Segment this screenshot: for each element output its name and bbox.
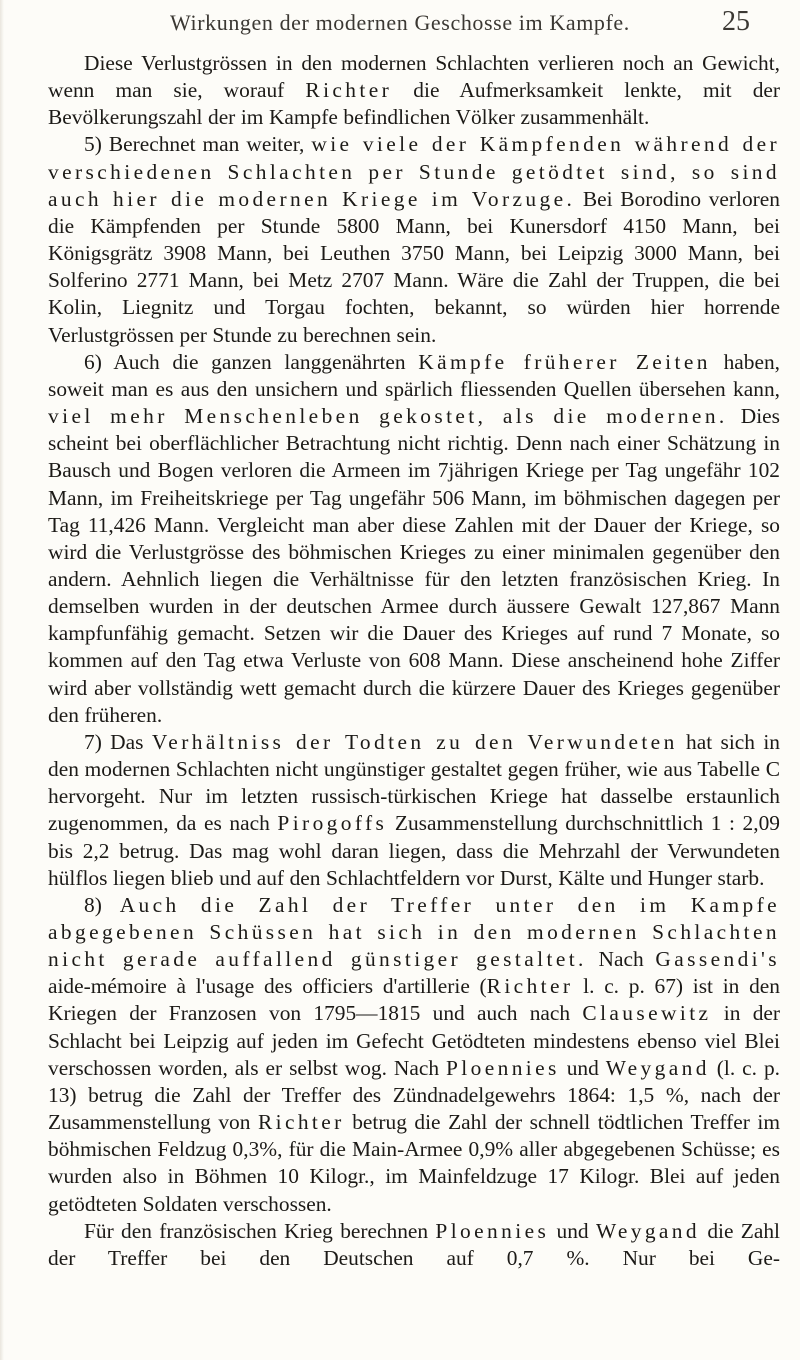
spaced-emphasis-text: Gassendi's — [655, 947, 780, 972]
body-text — [48, 50, 780, 1272]
spaced-emphasis-text: Verhältniss der Todten zu den Verwundeten — [151, 729, 678, 754]
spaced-emphasis-text: wie viele der Kämpfenden während der verschiedenen Schlachten per Stunde getödtet sind, so sind auch hier die modernen Kriege im Vorzuge. — [48, 132, 780, 211]
text-run: betrug die Zahl der schnell tödtlichen Treffer im böhmischen Feldzug 0,3%, für die Main-Armee 0,9% aller abgegebenen Schüsse; es wurden also in Böhmen 10 Kilogr., im Mainfeldzuge 17 Kilogr. Blei auf jeden getödteten Soldaten verschossen. — [48, 1110, 780, 1216]
spaced-emphasis-text: Clausewitz — [582, 1001, 712, 1026]
text-run: die Zahl der Treffer bei den Deutschen auf 0,7 %. Nur bei Ge- — [48, 1218, 780, 1270]
text-run: 7) Das — [84, 729, 152, 754]
text-run: (l. c. p. 13) betrug die Zahl der Treffer des Zündnadelgewehrs 1864: 1,5 %, nach der Zusammenstellung von — [48, 1055, 780, 1135]
paragraph-verlustgroessen — [48, 50, 780, 131]
page-edge-shadow — [0, 0, 4, 1360]
spaced-emphasis-text: Weygand — [605, 1055, 710, 1080]
spaced-emphasis-text: Richter — [305, 78, 393, 103]
page-header — [60, 6, 760, 46]
text-run: hat sich in den modernen Schlachten nicht ungünstiger gestaltet gegen früher, wie aus Tabelle C hervorgeht. Nur im letzten russisch-türkischen Kriege hat dasselbe erstaunlich zugenommen, da es nach — [48, 729, 780, 836]
spaced-emphasis-text: Richter — [257, 1110, 345, 1135]
running-head: Wirkungen der modernen Geschosse im Kampfe. — [170, 10, 630, 35]
text-run: Bei Borodino verloren die Kämpfenden per Stunde 5800 Mann, bei Kunersdorf 4150 Mann, bei Königsgrätz 3908 Mann, bei Leuthen 3750 Mann, bei Leipzig 3000 Mann, bei Solferino 2771 Mann, bei Metz 2707 Mann. Wäre die Zahl der Truppen, die bei Kolin, Liegnitz und Torgau fochten, bekannt, so würden hier horrende Verlustgrössen per Stunde zu berechnen sein. — [48, 186, 780, 347]
spaced-emphasis-text: Pirogoffs — [277, 811, 388, 836]
spaced-emphasis-text: Ploennies — [435, 1218, 550, 1243]
text-run: Für den französischen Krieg berechnen — [84, 1218, 436, 1243]
text-run: und — [559, 1055, 606, 1080]
spaced-emphasis-text: Weygand — [595, 1218, 700, 1243]
paragraph-7-todte-verwundete — [48, 729, 780, 892]
text-run: Dies scheint bei oberflächlicher Betrachtung nicht richtig. Denn nach einer Schätzung in Bausch und Bogen verloren die Armeen im 7jährigen Kriege per Tag ungefähr 102 Mann, im Freiheitskriege per Tag ungefähr 506 Mann, im böhmischen dagegen per Tag 11,426 Mann. Vergleicht man aber diese Zahlen mit der Dauer der Kriege, so wird die Verlustgrösse des böhmischen Krieges zu einer minimalen gegenüber den andern. Aehnlich liegen die Verhältnisse für den letzten französischen Krieg. In demselben wurden in der deutschen Armee durch äussere Gewalt 127,867 Mann kampfunfähig gemacht. Setzen wir die Dauer des Krieges auf rund 7 Monate, so kommen auf den Tag etwa Verluste von 608 Mann. Diese anscheinend hohe Ziffer wird aber vollständig wett gemacht durch die kürzere Dauer des Krieges gegenüber den früheren. — [48, 404, 780, 727]
text-run: 8) — [84, 892, 120, 917]
spaced-emphasis-text: Kämpfe früherer Zeiten — [418, 349, 711, 374]
text-run: Zusammenstellung durchschnittlich 1 : 2,09 bis 2,2 betrug. Das mag wohl daran liegen, dass die Mehrzahl der Verwundeten hülflos liegen blieb und auf den Schlachtfeldern vor Durst, Kälte und Hunger starb. — [48, 811, 780, 890]
paragraph-franzoesischer-krieg — [48, 1218, 780, 1272]
spaced-emphasis-text: Ploennies — [445, 1055, 560, 1080]
paragraph-5-verluste-per-stunde — [48, 131, 780, 348]
paragraph-6-fruehere-kaempfe — [48, 349, 780, 729]
spaced-emphasis-text: Richter — [486, 974, 574, 999]
text-run: und — [549, 1218, 596, 1243]
text-run: 6) Auch die ganzen langgenährten — [84, 349, 419, 374]
spaced-emphasis-text: Auch die Zahl der Treffer unter den im Kampfe abgegebenen Schüssen hat sich in den modernen Schlachten nicht gerade auffallend günstiger gestaltet. — [48, 892, 780, 972]
spaced-emphasis-text: viel mehr Menschenleben gekostet, als die modernen. — [48, 404, 728, 429]
text-run: die Aufmerksamkeit lenkte, mit der Bevölkerungszahl der im Kampfe befindlichen Völker zusammenhält. — [48, 78, 781, 130]
text-run: Nach — [586, 947, 656, 972]
text-run: l. c. p. 67) ist in den Kriegen der Franzosen von 1795—1815 und auch nach — [48, 974, 780, 1026]
paragraph-8-treffer — [48, 892, 780, 1218]
text-run: 5) Berechnet man weiter, — [84, 132, 312, 157]
text-run: aide-mémoire à l'usage des officiers d'artillerie ( — [48, 974, 487, 999]
page-number: 25 — [722, 6, 750, 37]
text-run: haben, soweit man es aus den unsichern und spärlich fliessenden Quellen übersehen kann, — [48, 349, 780, 401]
text-run: Diese Verlustgrössen in den modernen Schlachten verlieren noch an Gewicht, wenn man sie, worauf — [48, 51, 780, 103]
text-run: in der Schlacht bei Leipzig auf jeden im Gefecht Getödteten mindestens ebenso viel Blei verschossen worden, als er selbst wog. Nach — [48, 1001, 781, 1080]
